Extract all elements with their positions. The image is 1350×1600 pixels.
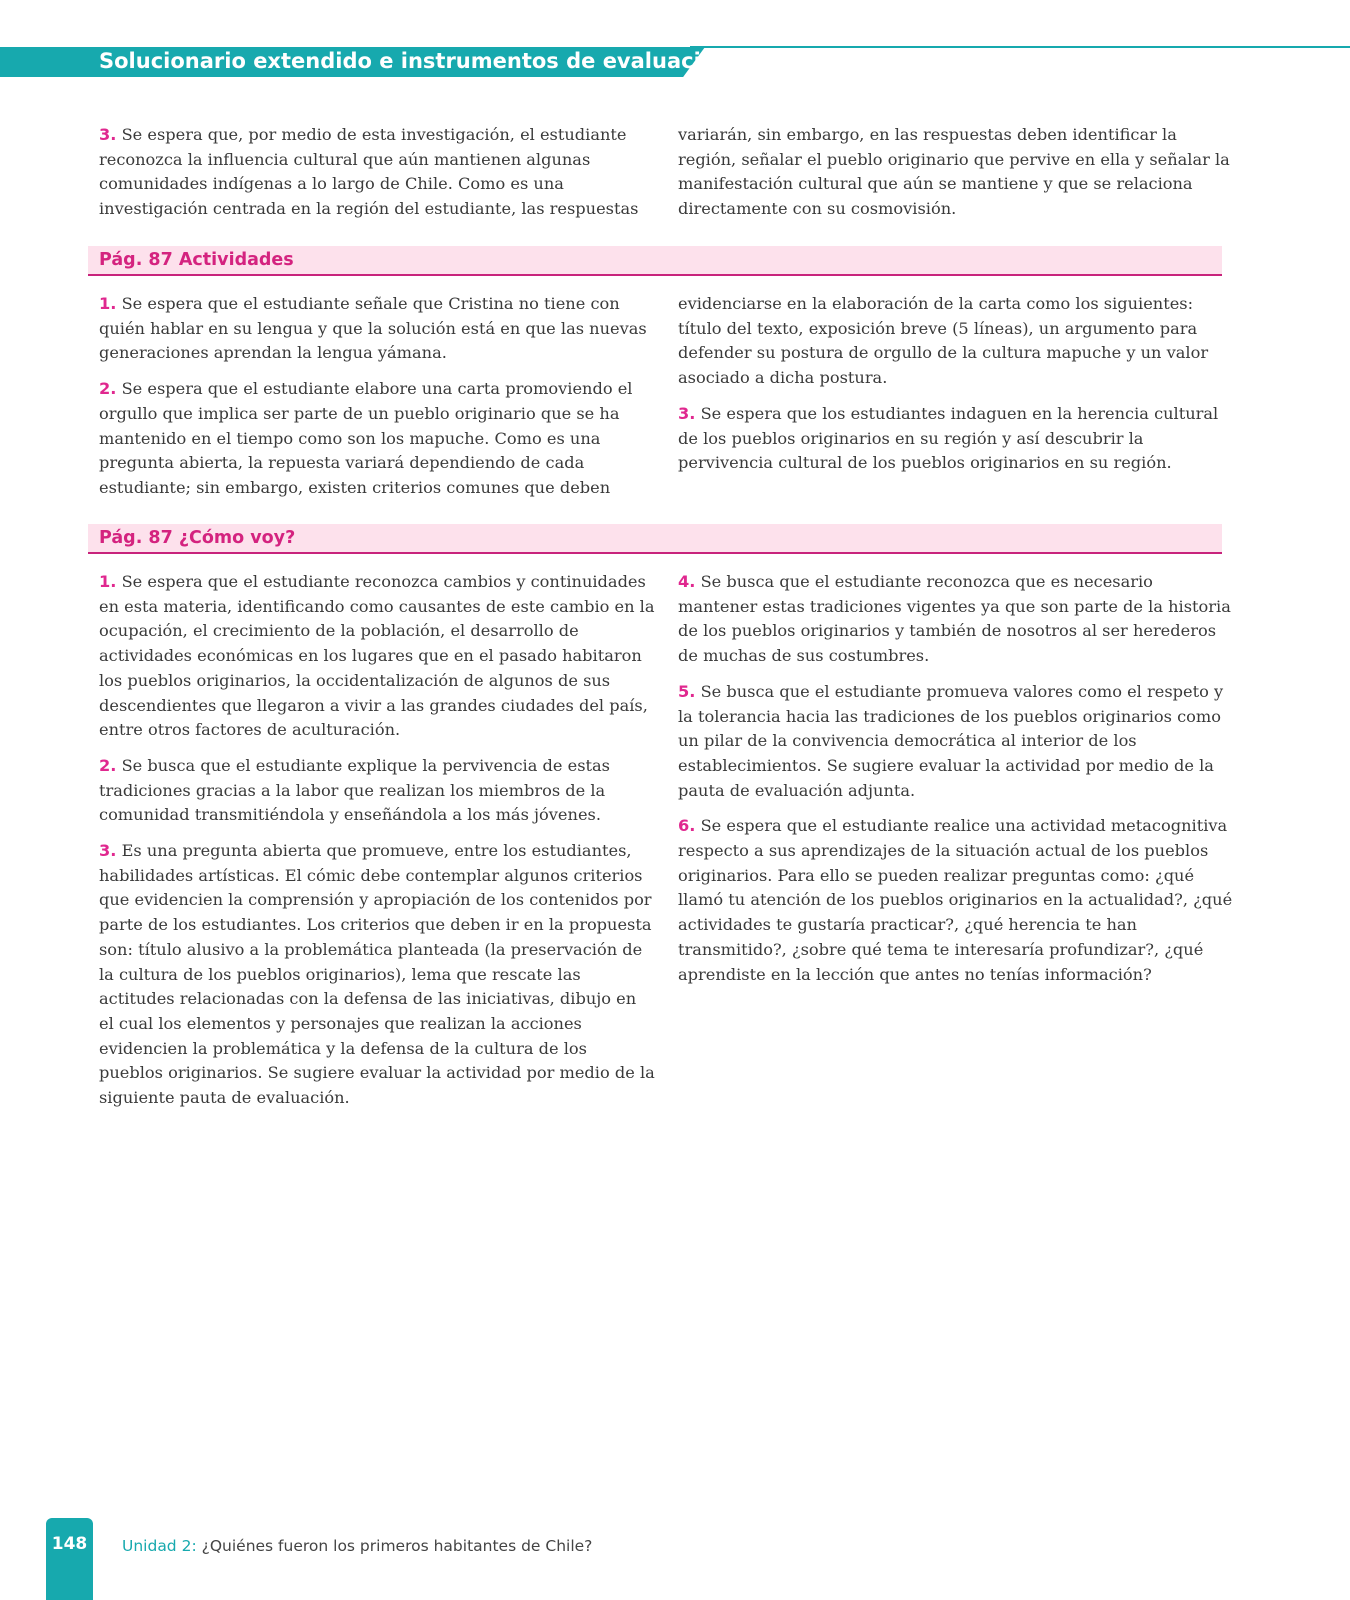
- answer-text: Es una pregunta abierta que promueve, entre los estudiantes, habilidades artísticas. El cómic debe contemplar algunos criterios que evidencien la comprensión y apropiación de los contenidos por parte de los estudiantes. Los criterios que deben ir en la propuesta son: título alusivo a la problemática planteada (la preservación de la cultura de los pueblos originarios), lema que rescate las actitudes relacionadas con la defensa de las iniciativas, dibujo en el cual los elementos y personajes que realizan la acciones evidencien la problemática y la defensa de la cultura de los pueblos originarios. Se sugiere evaluar la actividad por medio de la siguiente pauta de evaluación.: [99, 841, 655, 1108]
- answer-paragraph: [99, 292, 655, 366]
- page-header-title: Solucionario extendido e instrumentos de evaluación: [99, 49, 731, 73]
- section-heading-como-voy: [88, 524, 1222, 554]
- answer-text: Se espera que el estudiante señale que Cristina no tiene con quién hablar en su lengua y que la solución está en que las nuevas generaciones aprendan la lengua yámana.: [99, 294, 647, 363]
- section2-right-column: [678, 570, 1234, 998]
- section1-left-column: [99, 292, 655, 512]
- footer-unit-label: Unidad 2:: [122, 1537, 197, 1555]
- answer-text: Se espera que el estudiante elabore una carta promoviendo el orgullo que implica ser parte de un pueblo originario que se ha mantenido en el tiempo como son los mapuche. Como es una pregunta abierta, la repuesta variará dependiendo de cada estudiante; sin embargo, existen criterios comunes que deben: [99, 379, 633, 497]
- section2-left-column: [99, 570, 655, 1122]
- answer-paragraph: [678, 292, 1234, 391]
- intro-right-column: [678, 123, 1234, 233]
- answer-paragraph: [99, 839, 655, 1111]
- answer-text: Se espera que, por medio de esta investigación, el estudiante reconozca la influencia cultural que aún mantienen algunas comunidades indígenas a lo largo de Chile. Como es una investigación centrada en la región del estudiante, las respuestas: [99, 125, 639, 219]
- section-title: Pág. 87 Actividades: [99, 250, 294, 270]
- answer-text: evidenciarse en la elaboración de la carta como los siguientes: título del texto, exposición breve (5 líneas), un argumento para defender su postura de orgullo de la cultura mapuche y un valor asociado a dicha postura.: [678, 294, 1209, 388]
- answer-paragraph: [678, 402, 1234, 476]
- answer-paragraph: [99, 377, 655, 501]
- answer-number: 1.: [99, 572, 117, 591]
- intro-left-column: [99, 123, 655, 233]
- header-rule: [690, 46, 1350, 48]
- answer-paragraph: [678, 814, 1234, 987]
- answer-number: 4.: [678, 572, 696, 591]
- answer-text: Se espera que el estudiante reconozca cambios y continuidades en esta materia, identificando como causantes de este cambio en la ocupación, el crecimiento de la población, el desarrollo de actividades económicas en los lugares que en el pasado habitaron los pueblos originarios, la occidentalización de algunos de sus descendientes que llegaron a vivir a las grandes ciudades del país, entre otros factores de aculturación.: [99, 572, 655, 740]
- section-title: Pág. 87 ¿Cómo voy?: [99, 528, 296, 548]
- answer-number: 2.: [99, 379, 117, 399]
- answer-number: 6.: [678, 816, 696, 836]
- answer-number: 2.: [99, 755, 117, 775]
- answer-number: 3.: [678, 403, 696, 423]
- answer-number: 3.: [99, 841, 117, 861]
- answer-number: 1.: [99, 294, 117, 313]
- answer-number: 3.: [99, 125, 117, 144]
- answer-text: Se espera que el estudiante realice una actividad metacognitiva respecto a sus aprendizajes de la situación actual de los pueblos originarios. Para ello se pueden realizar preguntas como: ¿qué llamó tu atención de los pueblos originarios en la actualidad?, ¿qué actividades te gustaría practicar?, ¿qué herencia te han transmitido?, ¿sobre qué tema te interesaría profundizar?, ¿qué aprendiste en la lección que antes no tenías información?: [678, 816, 1233, 984]
- footer-unit-title: ¿Quiénes fueron los primeros habitantes de Chile?: [196, 1537, 593, 1555]
- answer-number: 5.: [678, 681, 696, 701]
- page-number-tab: [46, 1518, 93, 1600]
- answer-paragraph: [99, 123, 655, 222]
- answer-paragraph: [99, 754, 655, 828]
- page-number: 148: [51, 1534, 88, 1554]
- answer-text: Se busca que el estudiante explique la pervivencia de estas tradiciones gracias a la labor que realizan los miembros de la comunidad transmitiéndola y enseñándola a los más jóvenes.: [99, 755, 610, 825]
- section-heading-actividades: [88, 246, 1222, 276]
- answer-paragraph: [99, 570, 655, 743]
- answer-text: Se busca que el estudiante reconozca que es necesario mantener estas tradiciones vigentes ya que son parte de la historia de los pueblos originarios y también de nosotros al ser herederos de muchas de sus costumbres.: [678, 572, 1231, 666]
- answer-paragraph: [678, 123, 1234, 222]
- answer-paragraph: [678, 680, 1234, 804]
- answer-text: variarán, sin embargo, en las respuestas deben identificar la región, señalar el pueblo originario que pervive en ella y señalar la manifestación cultural que aún se mantiene y que se relaciona directamente con su cosmovisión.: [678, 125, 1230, 219]
- answer-text: Se espera que los estudiantes indaguen en la herencia cultural de los pueblos originarios en su región y así descubrir la pervivencia cultural de los pueblos originarios en su región.: [678, 403, 1219, 473]
- section1-right-column: [678, 292, 1234, 487]
- footer-unit-caption: [122, 1537, 592, 1555]
- answer-paragraph: [678, 570, 1234, 669]
- answer-text: Se busca que el estudiante promueva valores como el respeto y la tolerancia hacia las tradiciones de los pueblos originarios como un pilar de la convivencia democrática al interior de los establecimientos. Se sugiere evaluar la actividad por medio de la pauta de evaluación adjunta.: [678, 681, 1224, 800]
